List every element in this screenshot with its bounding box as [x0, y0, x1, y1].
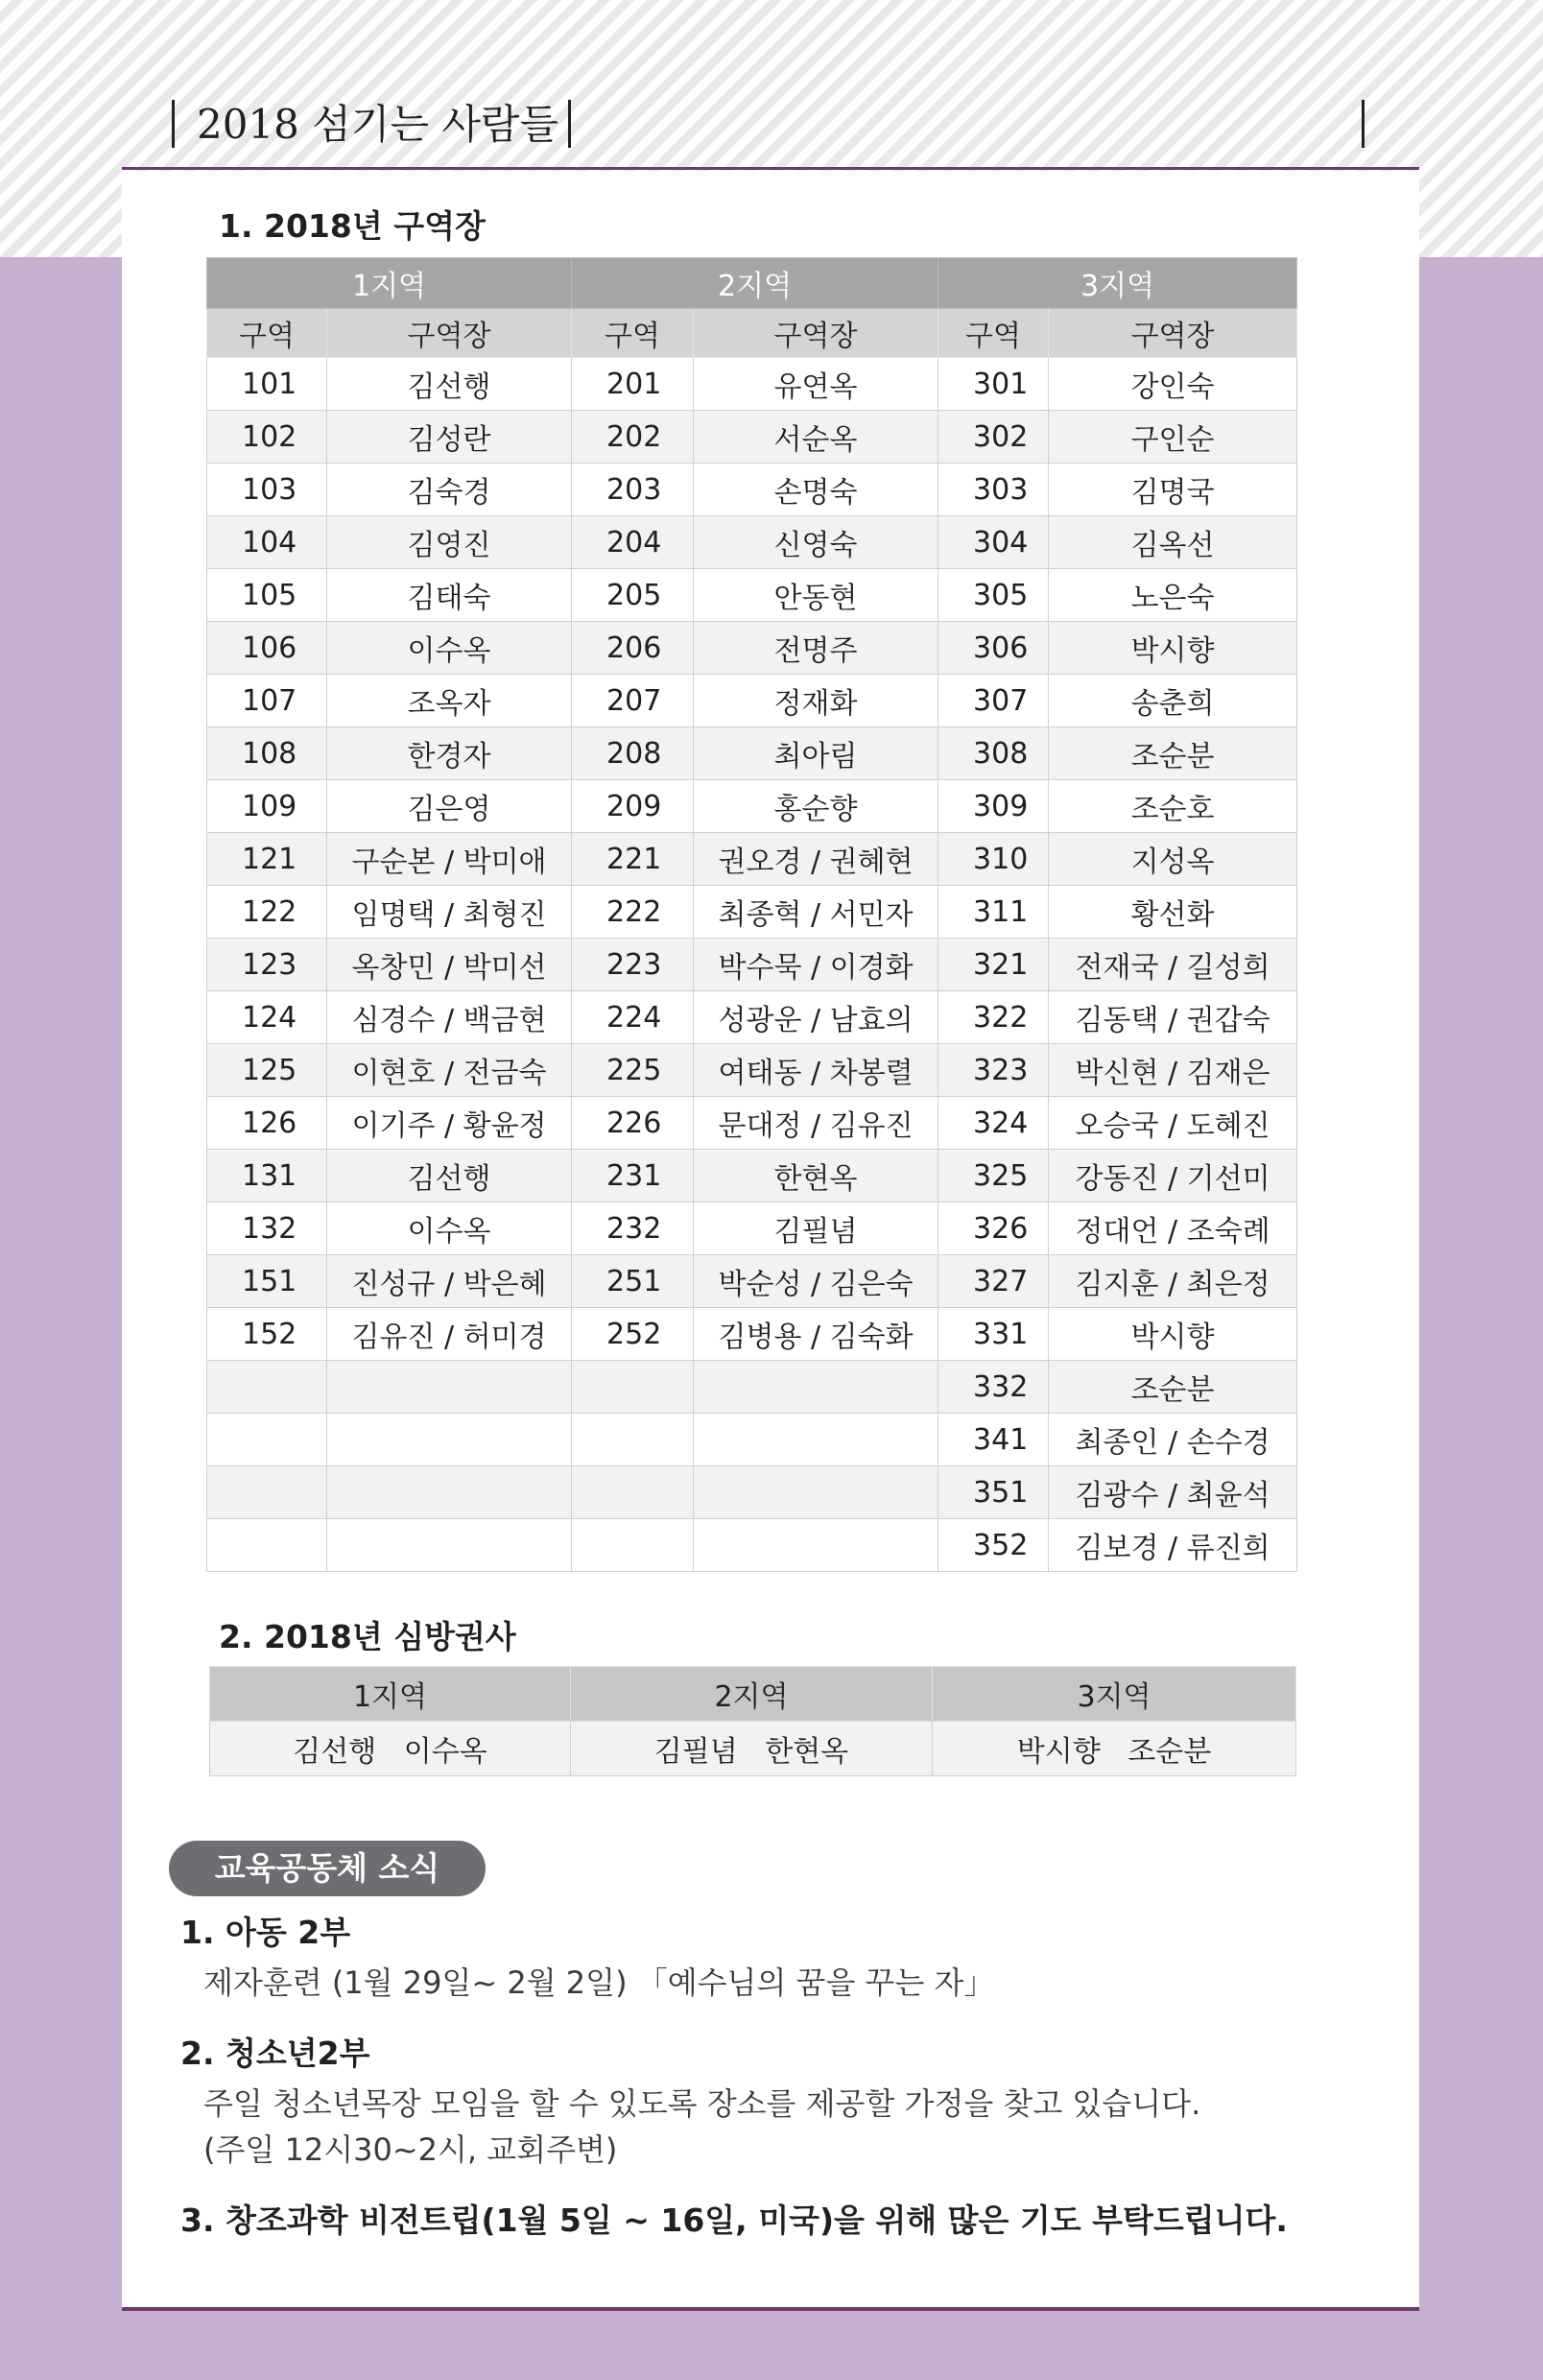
district-number-cell: 304	[938, 516, 1049, 569]
visit-names-3: 박시향 조순분	[933, 1722, 1296, 1776]
district-leader-cell: 조순호	[1049, 780, 1297, 833]
region-header-1: 1지역	[207, 258, 572, 309]
district-number-cell: 123	[207, 939, 327, 991]
district-leader-cell: 손명숙	[694, 464, 938, 516]
district-leader-cell: 김필념	[694, 1202, 938, 1255]
district-number-cell: 103	[207, 464, 327, 516]
district-leader-cell: 김숙경	[327, 464, 572, 516]
district-number-cell: 126	[207, 1097, 327, 1150]
table-row	[207, 1308, 1297, 1361]
district-number-cell: 310	[938, 833, 1049, 886]
district-leader-cell: 이현호 / 전금숙	[327, 1044, 572, 1097]
district-number-cell: 224	[572, 991, 694, 1044]
column-header: 구역	[572, 309, 694, 358]
district-number-cell: 352	[938, 1519, 1049, 1572]
news-item-1-heading: 1. 아동 2부	[180, 1914, 351, 1951]
table-row	[207, 516, 1297, 569]
district-number-cell: 152	[207, 1308, 327, 1361]
table-row	[207, 886, 1297, 939]
table-row	[207, 358, 1297, 411]
table-row	[207, 991, 1297, 1044]
district-number-cell: 302	[938, 411, 1049, 464]
district-number-cell: 331	[938, 1308, 1049, 1361]
section-title-district-leaders: 1. 2018년 구역장	[219, 207, 486, 245]
district-number-cell: 101	[207, 358, 327, 411]
header-title-bar	[568, 100, 571, 148]
visiting-deaconess-table	[209, 1666, 1296, 1776]
column-header: 구역장	[327, 309, 572, 358]
table-row	[207, 1519, 1297, 1572]
district-leader-cell: 권오경 / 권혜현	[694, 833, 938, 886]
table-row	[207, 622, 1297, 675]
district-leader-cell: 임명택 / 최형진	[327, 886, 572, 939]
district-leader-cell: 심경수 / 백금현	[327, 991, 572, 1044]
column-header-row	[207, 309, 1297, 358]
district-leader-cell: 전명주	[694, 622, 938, 675]
column-header: 구역장	[1049, 309, 1297, 358]
district-number-cell: 351	[938, 1466, 1049, 1519]
district-number-cell: 231	[572, 1150, 694, 1202]
table-row	[207, 569, 1297, 622]
column-header: 구역장	[694, 309, 938, 358]
district-number-cell	[572, 1361, 694, 1414]
education-community-badge: 교육공동체 소식	[169, 1841, 486, 1896]
district-leader-cell: 강동진 / 기선미	[1049, 1150, 1297, 1202]
district-number-cell: 121	[207, 833, 327, 886]
district-number-cell: 226	[572, 1097, 694, 1150]
district-number-cell: 308	[938, 727, 1049, 780]
district-leader-cell: 구인순	[1049, 411, 1297, 464]
district-leader-cell: 오승국 / 도혜진	[1049, 1097, 1297, 1150]
district-number-cell: 205	[572, 569, 694, 622]
district-leader-cell: 김옥선	[1049, 516, 1297, 569]
district-leader-cell: 옥창민 / 박미선	[327, 939, 572, 991]
table-row	[207, 727, 1297, 780]
column-header: 구역	[207, 309, 327, 358]
district-leader-cell: 성광운 / 남효의	[694, 991, 938, 1044]
district-number-cell: 207	[572, 675, 694, 727]
district-leader-cell: 정재화	[694, 675, 938, 727]
district-leader-cell: 박시향	[1049, 1308, 1297, 1361]
district-leader-cell: 서순옥	[694, 411, 938, 464]
district-table-body	[207, 358, 1297, 1572]
district-number-cell: 125	[207, 1044, 327, 1097]
district-leader-cell: 조순분	[1049, 727, 1297, 780]
district-leader-cell: 김선행	[327, 1150, 572, 1202]
district-number-cell: 306	[938, 622, 1049, 675]
district-leader-cell: 이수옥	[327, 622, 572, 675]
district-leader-cell: 신영숙	[694, 516, 938, 569]
district-leader-cell: 김유진 / 허미경	[327, 1308, 572, 1361]
district-number-cell: 301	[938, 358, 1049, 411]
table-row	[207, 833, 1297, 886]
visit-region-2: 2지역	[571, 1667, 933, 1722]
district-leader-cell: 김광수 / 최윤석	[1049, 1466, 1297, 1519]
table-row	[207, 1255, 1297, 1308]
district-leader-cell: 진성규 / 박은혜	[327, 1255, 572, 1308]
district-number-cell: 124	[207, 991, 327, 1044]
district-leader-cell	[694, 1414, 938, 1466]
district-leader-cell: 김보경 / 류진희	[1049, 1519, 1297, 1572]
district-leader-cell: 지성옥	[1049, 833, 1297, 886]
district-leader-cell: 유연옥	[694, 358, 938, 411]
district-number-cell: 106	[207, 622, 327, 675]
district-number-cell: 109	[207, 780, 327, 833]
district-leader-cell: 김은영	[327, 780, 572, 833]
district-leader-cell	[327, 1414, 572, 1466]
district-leader-cell: 조순분	[1049, 1361, 1297, 1414]
district-leader-cell: 김동택 / 권갑숙	[1049, 991, 1297, 1044]
district-leader-cell: 김태숙	[327, 569, 572, 622]
district-leader-cell: 이수옥	[327, 1202, 572, 1255]
district-number-cell: 202	[572, 411, 694, 464]
table-row	[207, 1466, 1297, 1519]
table-row	[207, 675, 1297, 727]
district-leader-cell: 문대정 / 김유진	[694, 1097, 938, 1150]
district-number-cell	[572, 1519, 694, 1572]
district-leader-cell	[327, 1466, 572, 1519]
table-row	[207, 1414, 1297, 1466]
district-number-cell	[572, 1414, 694, 1466]
page-title: 2018 섬기는 사람들	[197, 101, 559, 148]
district-number-cell: 251	[572, 1255, 694, 1308]
district-leader-cell: 김영진	[327, 516, 572, 569]
district-number-cell	[207, 1466, 327, 1519]
table-row	[207, 1361, 1297, 1414]
district-leaders-table	[206, 257, 1297, 1572]
district-number-cell: 232	[572, 1202, 694, 1255]
district-number-cell: 122	[207, 886, 327, 939]
district-number-cell: 107	[207, 675, 327, 727]
district-number-cell: 132	[207, 1202, 327, 1255]
district-leader-cell: 최종인 / 손수경	[1049, 1414, 1297, 1466]
section-title-visiting-deaconesses: 2. 2018년 심방권사	[219, 1618, 516, 1655]
page-header	[122, 96, 1419, 173]
table-row	[207, 1044, 1297, 1097]
district-number-cell: 341	[938, 1414, 1049, 1466]
district-leader-cell: 박시향	[1049, 622, 1297, 675]
district-leader-cell	[327, 1519, 572, 1572]
district-leader-cell: 최종혁 / 서민자	[694, 886, 938, 939]
district-number-cell: 201	[572, 358, 694, 411]
table-row	[207, 780, 1297, 833]
district-number-cell: 324	[938, 1097, 1049, 1150]
district-number-cell: 326	[938, 1202, 1049, 1255]
header-right-bar	[1362, 100, 1365, 148]
district-leader-cell: 전재국 / 길성희	[1049, 939, 1297, 991]
news-item-1-line: 제자훈련 (1월 29일~ 2월 2일) 「예수님의 꿈을 꾸는 자」	[203, 1964, 995, 2001]
header-rule	[122, 167, 1419, 170]
district-number-cell: 151	[207, 1255, 327, 1308]
district-leader-cell: 김지훈 / 최은정	[1049, 1255, 1297, 1308]
district-leader-cell: 홍순향	[694, 780, 938, 833]
district-leader-cell: 황선화	[1049, 886, 1297, 939]
district-number-cell: 108	[207, 727, 327, 780]
visit-header-row	[210, 1667, 1296, 1722]
visit-names-row	[210, 1722, 1296, 1776]
district-number-cell: 321	[938, 939, 1049, 991]
district-number-cell: 325	[938, 1150, 1049, 1202]
table-row	[207, 1150, 1297, 1202]
district-number-cell: 311	[938, 886, 1049, 939]
visit-names-1: 김선행 이수옥	[210, 1722, 571, 1776]
district-number-cell: 332	[938, 1361, 1049, 1414]
district-number-cell: 203	[572, 464, 694, 516]
district-leader-cell: 노은숙	[1049, 569, 1297, 622]
district-number-cell: 222	[572, 886, 694, 939]
district-number-cell: 309	[938, 780, 1049, 833]
visit-region-3: 3지역	[933, 1667, 1296, 1722]
district-number-cell: 305	[938, 569, 1049, 622]
district-leader-cell: 안동현	[694, 569, 938, 622]
district-leader-cell: 여태동 / 차봉렬	[694, 1044, 938, 1097]
district-leader-cell: 박순성 / 김은숙	[694, 1255, 938, 1308]
district-leader-cell	[694, 1361, 938, 1414]
district-leader-cell: 박신현 / 김재은	[1049, 1044, 1297, 1097]
district-leader-cell: 한현옥	[694, 1150, 938, 1202]
region-header-row	[207, 258, 1297, 309]
district-leader-cell: 박수묵 / 이경화	[694, 939, 938, 991]
district-number-cell	[207, 1519, 327, 1572]
district-number-cell: 307	[938, 675, 1049, 727]
district-leader-cell: 김성란	[327, 411, 572, 464]
district-number-cell	[572, 1466, 694, 1519]
district-number-cell: 322	[938, 991, 1049, 1044]
table-row	[207, 1202, 1297, 1255]
news-item-2-heading: 2. 청소년2부	[180, 2035, 370, 2072]
region-header-3: 3지역	[938, 258, 1297, 309]
district-leader-cell: 김병용 / 김숙화	[694, 1308, 938, 1361]
district-leader-cell	[694, 1466, 938, 1519]
table-row	[207, 464, 1297, 516]
district-leader-cell: 이기주 / 황윤정	[327, 1097, 572, 1150]
district-leader-cell: 김명국	[1049, 464, 1297, 516]
table-row	[207, 939, 1297, 991]
district-leader-cell: 송춘희	[1049, 675, 1297, 727]
news-item-3-heading: 3. 창조과학 비전트립(1월 5일 ~ 16일, 미국)을 위해 많은 기도 부탁드립니다.	[180, 2202, 1288, 2239]
district-leader-cell	[694, 1519, 938, 1572]
district-number-cell: 221	[572, 833, 694, 886]
table-row	[207, 411, 1297, 464]
district-number-cell: 303	[938, 464, 1049, 516]
header-left-bar	[172, 100, 175, 148]
district-leader-cell: 강인숙	[1049, 358, 1297, 411]
district-number-cell	[207, 1414, 327, 1466]
table-row	[207, 1097, 1297, 1150]
district-leader-cell: 한경자	[327, 727, 572, 780]
news-item-2-line-2: (주일 12시30~2시, 교회주변)	[203, 2131, 618, 2168]
district-leader-cell	[327, 1361, 572, 1414]
district-leader-cell: 최아림	[694, 727, 938, 780]
district-number-cell: 208	[572, 727, 694, 780]
district-number-cell: 252	[572, 1308, 694, 1361]
visit-region-1: 1지역	[210, 1667, 571, 1722]
bottom-rule	[122, 2307, 1419, 2311]
district-number-cell: 104	[207, 516, 327, 569]
visit-names-2: 김필념 한현옥	[571, 1722, 933, 1776]
district-number-cell: 225	[572, 1044, 694, 1097]
news-item-2-line-1: 주일 청소년목장 모임을 할 수 있도록 장소를 제공할 가정을 찾고 있습니다.	[203, 2085, 1201, 2122]
district-leader-cell: 정대언 / 조숙례	[1049, 1202, 1297, 1255]
district-number-cell: 131	[207, 1150, 327, 1202]
district-number-cell: 327	[938, 1255, 1049, 1308]
district-leader-cell: 조옥자	[327, 675, 572, 727]
district-number-cell: 209	[572, 780, 694, 833]
district-number-cell	[207, 1361, 327, 1414]
district-number-cell: 102	[207, 411, 327, 464]
district-leader-cell: 김선행	[327, 358, 572, 411]
district-number-cell: 206	[572, 622, 694, 675]
district-number-cell: 223	[572, 939, 694, 991]
district-number-cell: 105	[207, 569, 327, 622]
district-number-cell: 323	[938, 1044, 1049, 1097]
district-number-cell: 204	[572, 516, 694, 569]
region-header-2: 2지역	[572, 258, 938, 309]
district-leader-cell: 구순본 / 박미애	[327, 833, 572, 886]
column-header: 구역	[938, 309, 1049, 358]
